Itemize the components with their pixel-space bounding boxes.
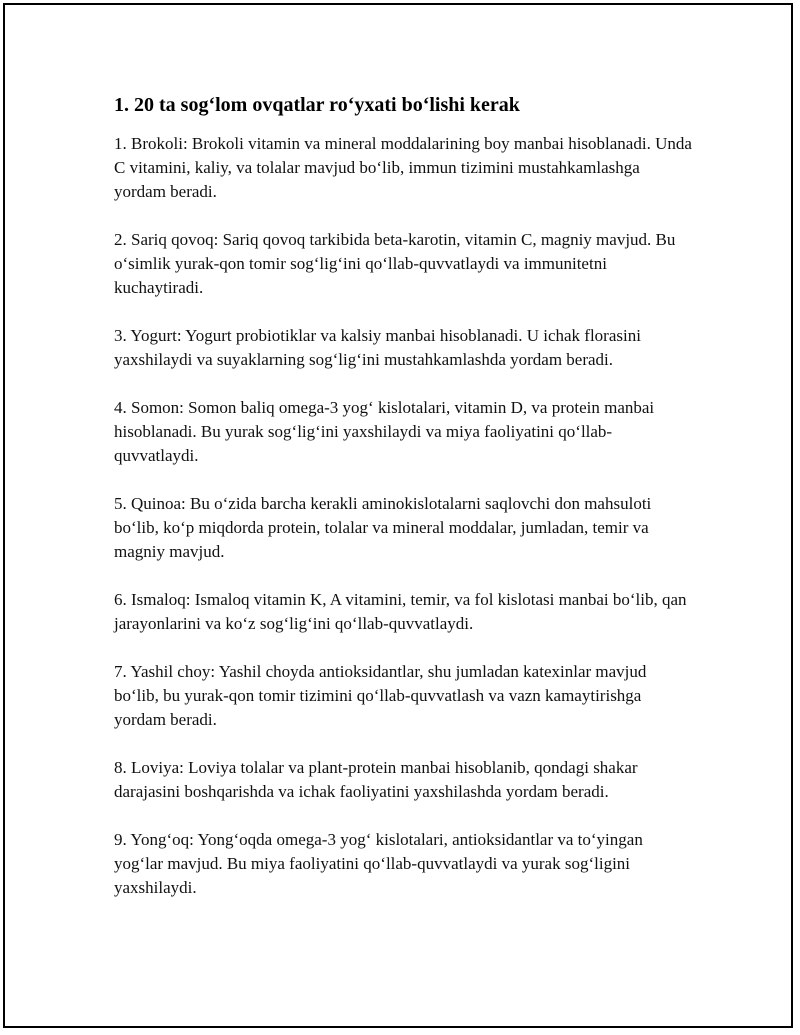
list-item-yongoq: 9. Yong‘oq: Yong‘oqda omega-3 yog‘ kislotalari, antioksidantlar va to‘yingan yog‘lar mavjud. Bu miya faoliyatini qo‘llab-quvvatlaydi va yurak sog‘ligini yaxshilaydi. [114,830,643,897]
list-item-yogurt: 3. Yogurt: Yogurt probiotiklar va kalsiy manbai hisoblanadi. U ichak florasini yaxshilaydi va suyaklarning sog‘lig‘ini mustahkamlashda yordam beradi. [114,326,641,369]
list-item-somon: 4. Somon: Somon baliq omega-3 yog‘ kislotalari, vitamin D, va protein manbai hisoblanadi. Bu yurak sog‘lig‘ini yaxshilaydi va miya faoliyatini qo‘llab-quvvatlaydi. [114,398,655,465]
list-item-ismaloq: 6. Ismaloq: Ismaloq vitamin K, A vitamini, temir, va fol kislotasi manbai bo‘lib, qan jarayonlarini va ko‘z sog‘lig‘ini qo‘llab-quvvatlaydi. [114,590,687,633]
document-body [114,92,694,924]
list-item-loviya: 8. Loviya: Loviya tolalar va plant-protein manbai hisoblanib, qondagi shakar darajasini boshqarishda va ichak faoliyatini yaxshilashda yordam beradi. [114,758,638,801]
list-item-yashil-choy: 7. Yashil choy: Yashil choyda antioksidantlar, shu jumladan katexinlar mavjud bo‘lib, bu yurak-qon tomir tizimini qo‘llab-quvvatlash va vazn kamaytirishga yordam beradi. [114,662,647,729]
list-item-quinoa: 5. Quinoa: Bu o‘zida barcha kerakli aminokislotalarni saqlovchi don mahsuloti bo‘lib, ko‘p miqdorda protein, tolalar va mineral moddalar, jumladan, temir va magniy mavjud. [114,494,652,561]
list-item-sariq-qovoq: 2. Sariq qovoq: Sariq qovoq tarkibida beta-karotin, vitamin C, magniy mavjud. Bu o‘simlik yurak-qon tomir sog‘lig‘ini qo‘llab-quvvatlaydi va immunitetni kuchaytiradi. [114,230,676,297]
list-item-brokoli: 1. Brokoli: Brokoli vitamin va mineral moddalarining boy manbai hisoblanadi. Unda C vitamini, kaliy, va tolalar mavjud bo‘lib, immun tizimini mustahkamlashga yordam beradi. [114,134,692,201]
document-title: 1. 20 ta sog‘lom ovqatlar ro‘yxati bo‘lishi kerak [114,94,520,116]
